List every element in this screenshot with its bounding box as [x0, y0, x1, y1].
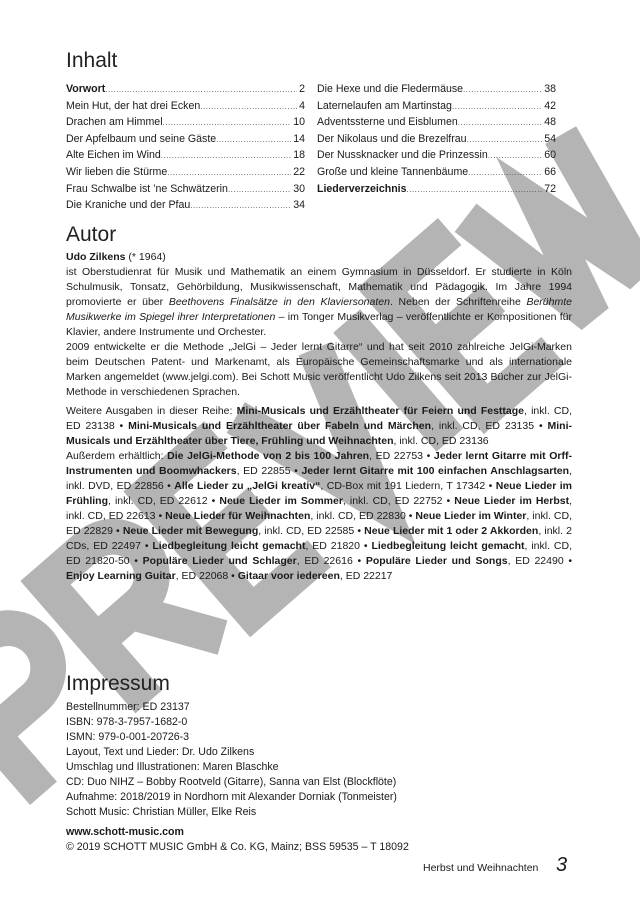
toc-entry-page: 2	[299, 83, 305, 95]
bold-text: Enjoy Learning Guitar	[66, 570, 176, 582]
text: , inkl. 2 CDs, ED 22497 •	[66, 525, 572, 552]
toc-entry[interactable]	[66, 114, 305, 131]
copyright: © 2019 SCHOTT MUSIC GmbH & Co. KG, Mainz; BSS 59535 – T 18092	[66, 841, 409, 853]
text: , inkl. DVD, ED 22856 •	[66, 465, 572, 492]
toc-entry-page: 66	[544, 165, 556, 178]
toc-entry-title: Der Nikolaus und die Brezelfrau	[317, 132, 467, 145]
toc-entry-page: 22	[293, 165, 305, 178]
bold-text: Die JelGi-Methode von 2 bis 100 Jahren	[167, 450, 370, 462]
toc-entry-title: Wir lieben die Stürme	[66, 165, 168, 178]
toc-leader-dots	[452, 98, 542, 115]
toc-entry-page: 38	[544, 83, 556, 95]
toc-entry[interactable]	[66, 131, 305, 148]
impressum-line: Aufnahme: 2018/2019 in Nordhorn mit Alexander Dorniak (Tonmeister)	[66, 791, 397, 803]
toc-entry-page: 14	[293, 132, 305, 145]
bold-text: Udo Zilkens	[66, 251, 126, 263]
bold-text: Liedbegleitung leicht gemacht	[152, 540, 306, 552]
text: , CD-Box mit 191 Liedern, T 17342 •	[320, 480, 496, 492]
toc-entry[interactable]	[317, 164, 556, 181]
toc-entry[interactable]	[66, 98, 305, 115]
toc-entry-title: Adventssterne und Eisblumen	[317, 116, 458, 129]
toc-entry[interactable]	[317, 98, 556, 115]
text: Außerdem erhältlich:	[66, 450, 168, 462]
toc-entry-title: Der Apfelbaum und seine Gäste	[66, 132, 217, 145]
bold-text: Populäre Lieder und Songs	[365, 555, 508, 567]
impressum-block	[66, 700, 409, 855]
text: , inkl. CD, ED 22613 •	[66, 495, 573, 522]
toc-leader-dots	[467, 131, 543, 148]
bold-text: Neue Lieder mit 1 oder 2 Akkorden	[364, 525, 539, 537]
toc-entry[interactable]	[66, 147, 305, 164]
text: , inkl. CD, ED 22752 •	[342, 495, 455, 507]
toc-leader-dots	[228, 181, 291, 198]
table-of-contents	[66, 81, 556, 214]
text: , inkl. CD, ED 22830 •	[310, 510, 416, 522]
text: Weitere Ausgaben in dieser Reihe:	[66, 405, 237, 417]
toc-entry[interactable]	[317, 114, 556, 131]
toc-entry-title: Vorwort	[66, 83, 106, 95]
toc-entry-title: Laternelaufen am Martinstag	[317, 99, 452, 112]
toc-entry-page: 18	[293, 149, 305, 162]
text: . Neben der Schriftenreihe	[389, 296, 527, 308]
toc-entry[interactable]	[66, 164, 305, 181]
impressum-line: Umschlag und Illustrationen: Maren Blaschke	[66, 761, 279, 773]
bold-text: Neue Lieder im Frühling	[66, 480, 572, 507]
toc-entry[interactable]	[317, 181, 556, 198]
impressum-line: ISBN: 978-3-7957-1682-0	[66, 716, 188, 728]
toc-leader-dots	[167, 164, 291, 181]
italic-text: Beethovens Finalsätze in den Klaviersonaten	[168, 296, 390, 308]
bold-text: Mini-Musicals und Erzähltheater für Feiern und Festtage	[236, 405, 525, 417]
further-editions	[66, 404, 572, 584]
bold-text: Mini-Musicals und Erzähltheater über Fabeln und Märchen	[128, 420, 432, 432]
text: , ED 22855 •	[236, 465, 302, 477]
impressum-line: CD: Duo NIHZ – Bobby Rootveld (Gitarre), Sanna van Elst (Blockflöte)	[66, 776, 397, 788]
toc-entry-page: 10	[293, 116, 305, 129]
text: , inkl. CD, ED 23136	[393, 435, 489, 447]
toc-entry-title: Frau Schwalbe ist ’ne Schwätzerin	[66, 182, 228, 195]
bold-text: Neue Lieder im Sommer	[219, 495, 343, 507]
bold-text: Alle Lieder zu „JelGi kreativ“	[174, 480, 321, 492]
bold-text: Jeder lernt Gitarre mit Orff-Instrumenten und Boomwhackers	[66, 450, 572, 477]
toc-leader-dots	[458, 114, 542, 131]
bold-text: Mini-Musicals und Erzähltheater über Tiere, Frühling und Weihnachten	[66, 420, 573, 447]
toc-entry-title: Die Hexe und die Fledermäuse	[317, 83, 464, 95]
text: , inkl. CD, ED 23138 •	[66, 405, 573, 432]
toc-entry-page: 54	[544, 132, 556, 145]
bold-text: Liedbegleitung leicht gemacht	[371, 540, 525, 552]
toc-leader-dots	[190, 197, 291, 214]
author-bio	[66, 250, 572, 400]
toc-leader-dots	[468, 164, 542, 181]
toc-heading: Inhalt	[66, 49, 118, 72]
toc-entry-page: 42	[544, 99, 556, 112]
text: , inkl. CD, ED 22829 •	[66, 510, 573, 537]
toc-entry-page: 34	[293, 199, 305, 212]
bold-text: Neue Lieder für Weihnachten	[165, 510, 311, 522]
toc-leader-dots	[161, 147, 291, 164]
text: , inkl. CD, ED 22585 •	[258, 525, 365, 537]
toc-entry-title: Die Kraniche und der Pfau	[66, 199, 191, 212]
toc-leader-dots	[200, 98, 297, 115]
bold-text: Jeder lernt Gitarre mit 100 einfachen Anschlagsarten	[301, 465, 570, 477]
toc-entry[interactable]	[317, 147, 556, 164]
bold-text: Neue Lieder mit Bewegung	[122, 525, 259, 537]
toc-leader-dots	[216, 131, 291, 148]
text: , ED 22068 •	[175, 570, 238, 582]
toc-entry-page: 30	[293, 182, 305, 195]
impressum-line: Layout, Text und Lieder: Dr. Udo Zilkens	[66, 746, 255, 758]
text: (* 1964)	[125, 251, 166, 263]
text: , ED 22490 •	[507, 555, 573, 567]
text: , ED 22217	[339, 570, 393, 582]
text: , inkl. CD, ED 22612 •	[108, 495, 220, 507]
text: ist Oberstudienrat für Musik und Mathematik an einem Gymnasium in Düsseldorf. Er studierte in Köln Schulmusik, Tonsatz, Gehörbildung, Musikwissenschaft, Mathematik und Pädagogik. Im Jahre 1994 promovierte er über	[66, 266, 572, 308]
toc-entry-title: Alte Eichen im Wind	[66, 149, 161, 162]
text: , ED 21820 •	[305, 540, 372, 552]
toc-leader-dots	[105, 81, 297, 98]
toc-entry[interactable]	[317, 81, 556, 98]
toc-leader-dots	[163, 114, 292, 131]
toc-entry-title: Große und kleine Tannenbäume	[317, 165, 469, 178]
website-link[interactable]: www.schott-music.com	[66, 826, 184, 838]
toc-entry-page: 60	[544, 149, 556, 162]
toc-left-column	[66, 81, 305, 214]
bold-text: Gitaar voor iedereen	[237, 570, 340, 582]
toc-entry-title: Der Nussknacker und die Prinzessin	[317, 149, 488, 162]
impressum-line: ISMN: 979-0-001-20726-3	[66, 731, 190, 743]
toc-entry[interactable]	[66, 81, 305, 98]
text: , ED 22616 •	[296, 555, 366, 567]
impressum-line: Bestellnummer: ED 23137	[66, 701, 190, 713]
bold-text: Neue Lieder im Herbst	[454, 495, 570, 507]
text: 2009 entwickelte er die Methode „JelGi – Jeder lernt Gitarre“ und hat seit 2010 zahlreiche JelGi-Marken beim Deutschen Patent- und Markenamt, als Europäische Gemeinschaftsmarke und als internationale Marken angemeldet (www.jelgi.com). Bei Schott Music veröffentlicht Udo Zilkens seit 2013 Bücher zur JelGi-Methode in verschiedenen Sprachen.	[66, 341, 572, 398]
toc-entry-title: Drachen am Himmel	[66, 116, 163, 129]
bold-text: Populäre Lieder und Schlager	[142, 555, 297, 567]
toc-entry-page: 72	[544, 182, 556, 195]
impressum-heading: Impressum	[66, 672, 170, 695]
toc-leader-dots	[463, 81, 542, 98]
toc-entry-title: Liederverzeichnis	[317, 182, 407, 195]
toc-entry-page: 48	[544, 116, 556, 129]
toc-entry[interactable]	[317, 131, 556, 148]
toc-leader-dots	[407, 181, 543, 198]
text: – im Tonger Musikverlag – veröffentlichte er Kompositionen für Klavier, andere Instrumente und Orchester.	[66, 311, 572, 338]
toc-leader-dots	[488, 147, 542, 164]
text: , ED 22753 •	[369, 450, 434, 462]
toc-entry-page: 4	[299, 99, 305, 112]
toc-entry[interactable]	[66, 181, 305, 198]
text: , inkl. CD, ED 21820-50 •	[66, 540, 573, 567]
bold-text: Neue Lieder im Winter	[415, 510, 527, 522]
toc-entry-title: Mein Hut, der hat drei Ecken	[66, 99, 201, 112]
toc-entry[interactable]	[66, 197, 305, 214]
impressum-line: Schott Music: Christian Müller, Elke Reis	[66, 806, 257, 818]
footer-book-title: Herbst und Weihnachten	[423, 862, 539, 874]
page-number: 3	[556, 854, 568, 876]
text: , inkl. CD, ED 23135 •	[431, 420, 548, 432]
italic-text: Berühmte Musikwerke im Spiegel ihrer Interpretationen	[66, 296, 572, 323]
toc-right-column	[317, 81, 556, 214]
author-heading: Autor	[66, 223, 117, 246]
